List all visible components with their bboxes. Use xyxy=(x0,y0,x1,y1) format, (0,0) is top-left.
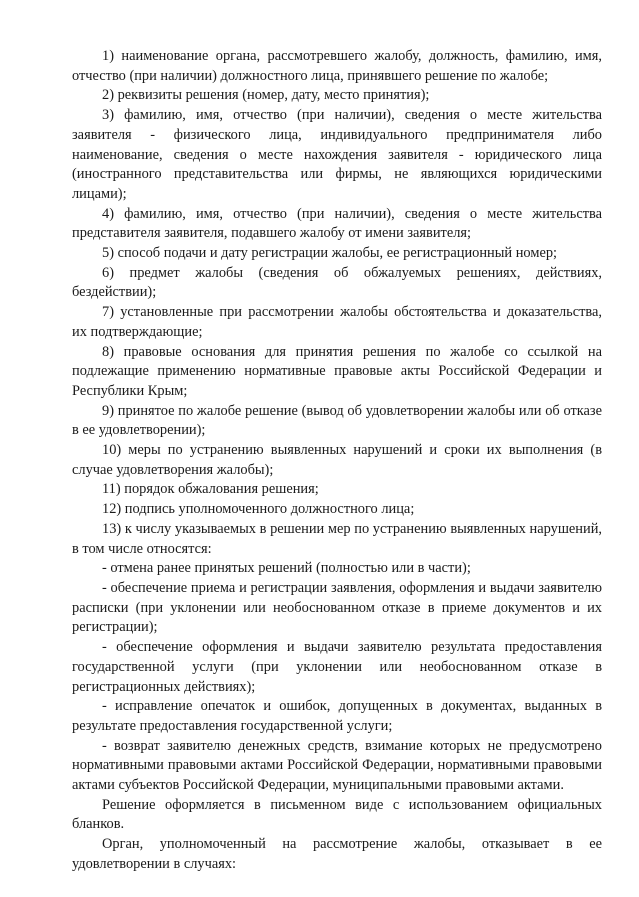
paragraph-item-10: 10) меры по устранению выявленных нарушений и сроки их выполнения (в случае удовлетворения жалобы); xyxy=(72,442,602,478)
paragraph-item-13: 13) к числу указываемых в решении мер по устранению выявленных нарушений, в том числе относятся: xyxy=(72,520,602,557)
paragraph-item-8: 8) правовые основания для принятия решения по жалобе со ссылкой на подлежащие применению нормативные правовые акты Российской Федерации и Республики Крым; xyxy=(72,343,602,399)
paragraph-item-1: 1) наименование органа, рассмотревшего жалобу, должность, фамилию, имя, отчество (при наличии) должностного лица, принявшего решение по жалобе; xyxy=(72,48,602,84)
paragraph-item-5: 5) способ подачи и дату регистрации жалобы, ее регистрационный номер; xyxy=(102,245,558,262)
measure-item-refund: - возврат заявителю денежных средств, взимание которых не предусмотрено нормативными правовыми актами Российской Федерации, нормативными правовыми актами субъектов Российской Федерации, муниципальными правовыми актами. xyxy=(72,737,602,794)
measure-item-registration: - обеспечение приема и регистрации заявления, оформления и выдачи заявителю расписки (при уклонении или необоснованном отказе в приеме документов и их регистрации); xyxy=(72,579,602,636)
paragraph-item-12: 12) подпись уполномоченного должностного лица; xyxy=(102,501,415,518)
paragraph-item-9: 9) принятое по жалобе решение (вывод об удовлетворении жалобы или об отказе в ее удовлетворении); xyxy=(72,402,602,439)
paragraph-item-4: 4) фамилию, имя, отчество (при наличии), сведения о месте жительства представителя заявителя, подавшего жалобу от имени заявителя; xyxy=(72,205,602,242)
paragraph-item-2: 2) реквизиты решения (номер, дату, место принятия); xyxy=(102,87,430,104)
measure-item-cancel-decisions: - отмена ранее принятых решений (полностью или в части); xyxy=(102,560,471,577)
paragraph-item-7: 7) установленные при рассмотрении жалобы обстоятельства и доказательства, их подтверждающие; xyxy=(72,304,602,340)
document-page xyxy=(72,47,602,875)
refusal-intro-paragraph: Орган, уполномоченный на рассмотрение жалобы, отказывает в ее удовлетворении в случаях: xyxy=(72,836,602,872)
paragraph-item-11: 11) порядок обжалования решения; xyxy=(102,481,319,498)
measure-item-corrections: - исправление опечаток и ошибок, допущенных в документах, выданных в результате предоставления государственной услуги; xyxy=(72,698,602,734)
paragraph-item-3: 3) фамилию, имя, отчество (при наличии), сведения о месте жительства заявителя - физического лица, индивидуального предпринимателя либо наименование, сведения о месте нахождения заявителя - юридического лица (иностранного представительства или фирмы, не являющихся юридическими лицами); xyxy=(72,107,602,202)
decision-form-paragraph: Решение оформляется в письменном виде с использованием официальных бланков. xyxy=(72,796,602,833)
measure-item-result-issuance: - обеспечение оформления и выдачи заявителю результата предоставления государственной услуги (при уклонении или необоснованном отказе в регистрационных действиях); xyxy=(72,639,602,695)
paragraph-item-6: 6) предмет жалобы (сведения об обжалуемых решениях, действиях, бездействии); xyxy=(72,264,602,301)
